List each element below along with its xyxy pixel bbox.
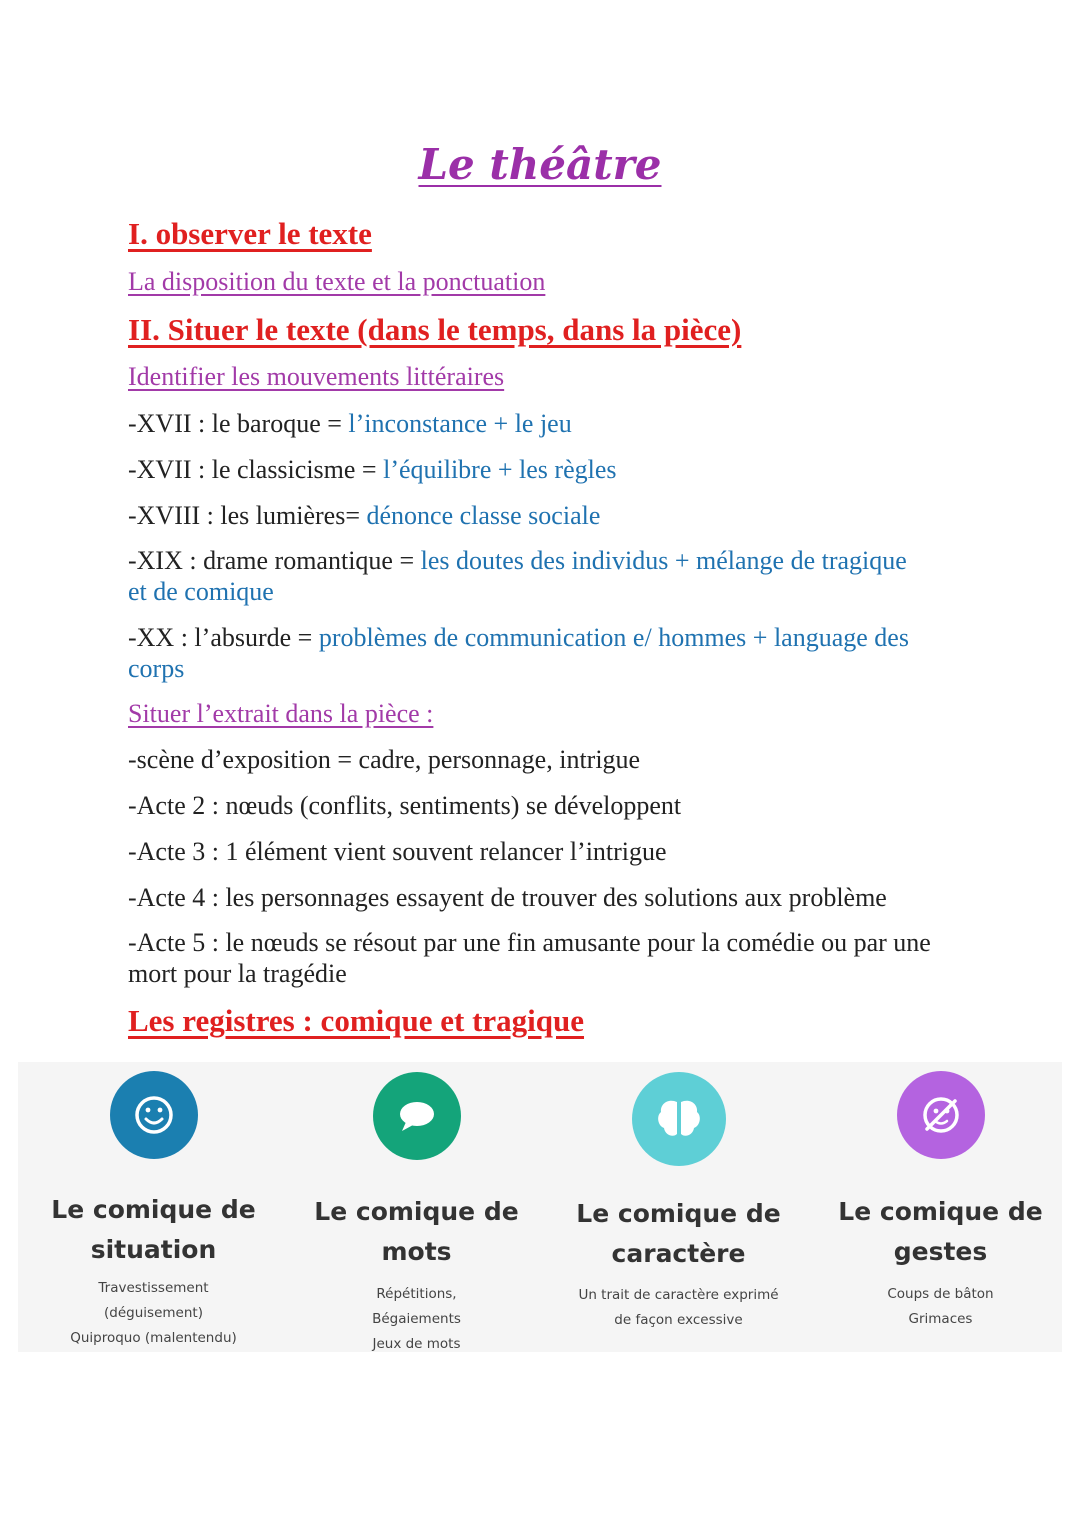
page-title-wrap xyxy=(0,140,1080,189)
smiley-icon xyxy=(110,1071,198,1159)
speech-bubble-icon xyxy=(373,1072,461,1160)
section1-heading: I. observer le texte xyxy=(128,216,372,251)
brain-icon xyxy=(632,1072,726,1166)
movement-item: -XX : l’absurde = problèmes de communication e/ hommes + language des corps xyxy=(128,623,909,683)
section1-subheading: La disposition du texte et la ponctuation xyxy=(128,267,546,296)
act-item: -Acte 3 : 1 élément vient souvent relancer l’intrigue xyxy=(128,837,667,866)
movement-item: -XIX : drame romantique = les doutes des individus + mélange de tragique et de comique xyxy=(128,546,907,606)
movements-subheading: Identifier les mouvements littéraires xyxy=(128,362,505,391)
registers-panel xyxy=(18,1062,1062,1352)
card-title: Le comique de gestes xyxy=(838,1197,1043,1266)
movement-item: -XVII : le baroque = l’inconstance + le jeu xyxy=(128,409,572,438)
register-card-situation xyxy=(23,1062,284,1352)
register-card-caractere xyxy=(548,1062,809,1352)
card-text: Coups de bâton Grimaces xyxy=(887,1286,994,1327)
register-card-mots xyxy=(286,1062,547,1352)
register-card-gestes xyxy=(810,1062,1071,1352)
page-title: Le théâtre xyxy=(418,140,662,189)
section2-heading: II. Situer le texte (dans le temps, dans la pièce) xyxy=(128,312,742,347)
movement-item: -XVII : le classicisme = l’équilibre + les règles xyxy=(128,455,617,484)
card-text: Travestissement (déguisement) Quiproquo (malentendu) xyxy=(70,1280,237,1346)
card-text: Répétitions, Bégaiements Jeux de mots xyxy=(372,1286,461,1352)
act-item: -Acte 4 : les personnages essayent de trouver des solutions aux problème xyxy=(128,883,887,912)
registers-heading: Les registres : comique et tragique xyxy=(128,1003,585,1038)
card-title: Le comique de situation xyxy=(51,1195,256,1264)
act-item: -scène d’exposition = cadre, personnage, intrigue xyxy=(128,745,641,774)
card-title: Le comique de caractère xyxy=(576,1199,781,1268)
movement-item: -XVIII : les lumières= dénonce classe sociale xyxy=(128,501,601,530)
act-item: -Acte 2 : nœuds (conflits, sentiments) se développent xyxy=(128,791,682,820)
card-text: Un trait de caractère exprimé de façon excessive xyxy=(578,1287,779,1328)
gesture-icon xyxy=(897,1071,985,1159)
card-title: Le comique de mots xyxy=(314,1197,519,1266)
extract-subheading: Situer l’extrait dans la pièce : xyxy=(128,699,434,728)
act-item: -Acte 5 : le nœuds se résout par une fin amusante pour la comédie ou par une mort pour la tragédie xyxy=(128,928,931,988)
